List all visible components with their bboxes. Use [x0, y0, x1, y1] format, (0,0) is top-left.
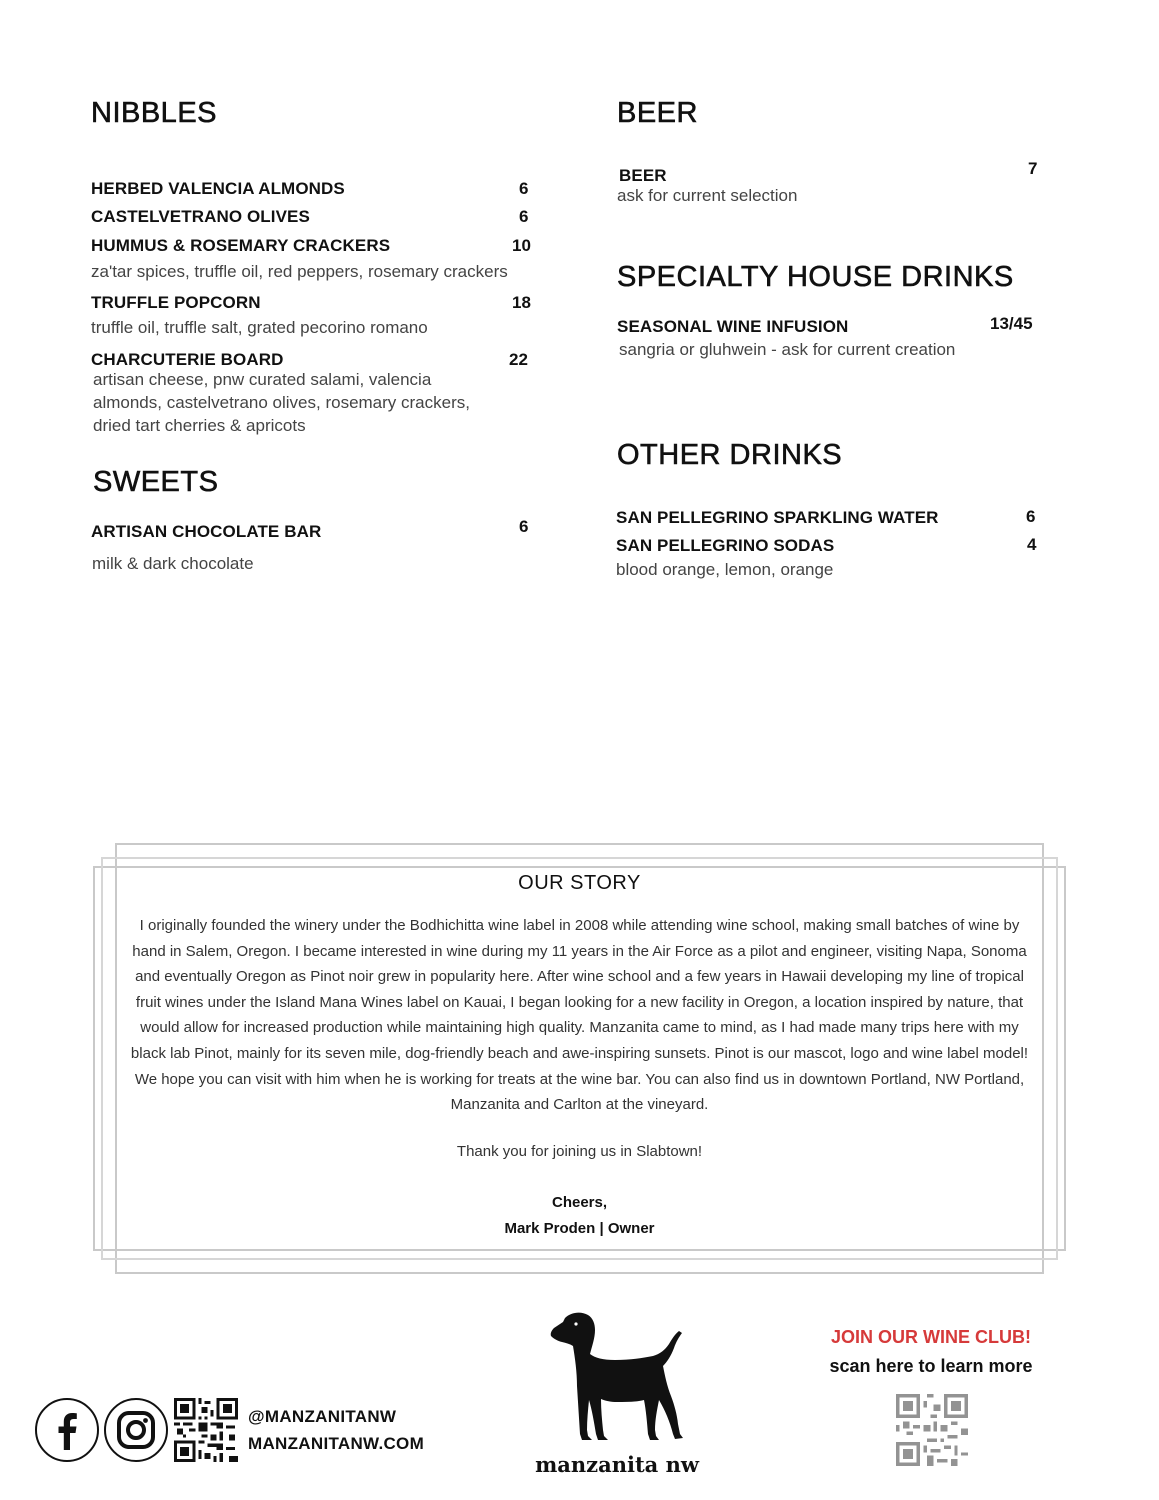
wine-club-subtext: scan here to learn more [829, 1356, 1033, 1376]
qr-code-icon[interactable] [174, 1398, 238, 1462]
menu-item-price: 6 [519, 207, 529, 226]
story-signature: Mark Proden | Owner [504, 1220, 655, 1237]
brand-name: manzanita nw [535, 1452, 699, 1477]
sweets-heading: SWEETS [93, 466, 219, 498]
menu-item-description: za'tar spices, truffle oil, red peppers, rosemary crackers [91, 262, 508, 281]
menu-item-price: 18 [512, 293, 531, 312]
menu-item-name: ARTISAN CHOCOLATE BAR [91, 522, 322, 541]
menu-item-name: CASTELVETRANO OLIVES [91, 207, 310, 226]
dog-logo-icon [543, 1306, 693, 1456]
menu-item-name: SAN PELLEGRINO SPARKLING WATER [616, 508, 939, 527]
wine-club-heading: JOIN OUR WINE CLUB! [831, 1327, 1031, 1347]
story-closing: Cheers, [551, 1194, 608, 1211]
story-body: I originally founded the winery under the Bodhichitta wine label in 2008 while attending wine school, making small batches of wine by hand in Salem, Oregon. I became interested in wine during my 11 years in the Air Force as a pilot and engineer, visiting Napa, Sonoma and eventually Oregon as Pinot noir grew in popularity here. After wine school and a few years in Hawaii developing my line of tropical fruit wines under the Island Mana Wines label on Kauai, I began looking for a new facility in Oregon, a location inspired by nature, that would allow for increased production while maintaining high quality. Manzanita came to mind, as I had made many trips here with my black lab Pinot, mainly for its seven mile, dog-friendly beach and awe-inspiring sunsets. Pinot is our mascot, logo and wine label model! We hope you can visit with him when he is working for treats at the wine bar. You can also find us in downtown Portland, NW Portland, Manzanita and Carlton at the vineyard. [130, 917, 1029, 1114]
menu-item-description: truffle oil, truffle salt, grated pecorino romano [91, 318, 428, 337]
menu-item-name: SAN PELLEGRINO SODAS [616, 536, 835, 555]
menu-item-price: 4 [1027, 535, 1037, 554]
story-thanks: Thank you for joining us in Slabtown! [456, 1143, 703, 1160]
menu-item-name: BEER [619, 166, 667, 185]
menu-item-price: 6 [519, 179, 529, 198]
menu-item-description-line: artisan cheese, pnw curated salami, valencia [93, 370, 432, 389]
instagram-icon[interactable] [104, 1398, 168, 1462]
menu-item-description: milk & dark chocolate [92, 554, 254, 573]
menu-item-name: TRUFFLE POPCORN [91, 293, 261, 312]
qr-code-icon[interactable] [896, 1394, 968, 1466]
menu-item-price: 10 [512, 236, 531, 255]
menu-item-name: SEASONAL WINE INFUSION [617, 317, 849, 336]
menu-item-description: sangria or gluhwein - ask for current creation [619, 340, 956, 359]
website-link[interactable]: MANZANITANW.COM [248, 1434, 425, 1453]
beer-heading: BEER [617, 97, 698, 129]
nibbles-heading: NIBBLES [91, 97, 217, 129]
menu-item-price: 6 [519, 517, 529, 536]
menu-item-price: 7 [1028, 159, 1038, 178]
other-drinks-heading: OTHER DRINKS [617, 439, 843, 471]
menu-item-name: HERBED VALENCIA ALMONDS [91, 179, 345, 198]
specialty-heading: SPECIALTY HOUSE DRINKS [617, 261, 1014, 293]
menu-item-description: ask for current selection [617, 186, 798, 205]
menu-item-description-line: dried tart cherries & apricots [93, 416, 306, 435]
menu-item-name: HUMMUS & ROSEMARY CRACKERS [91, 236, 391, 255]
menu-item-name: CHARCUTERIE BOARD [91, 350, 284, 369]
menu-item-price: 13/45 [990, 314, 1033, 333]
story-heading: OUR STORY [518, 872, 641, 894]
menu-item-description: blood orange, lemon, orange [616, 560, 834, 579]
facebook-icon[interactable] [35, 1398, 99, 1462]
menu-item-description-line: almonds, castelvetrano olives, rosemary crackers, [93, 393, 470, 412]
menu-item-price: 22 [509, 350, 528, 369]
menu-item-price: 6 [1026, 507, 1036, 526]
social-handle[interactable]: @MANZANITANW [248, 1407, 397, 1426]
